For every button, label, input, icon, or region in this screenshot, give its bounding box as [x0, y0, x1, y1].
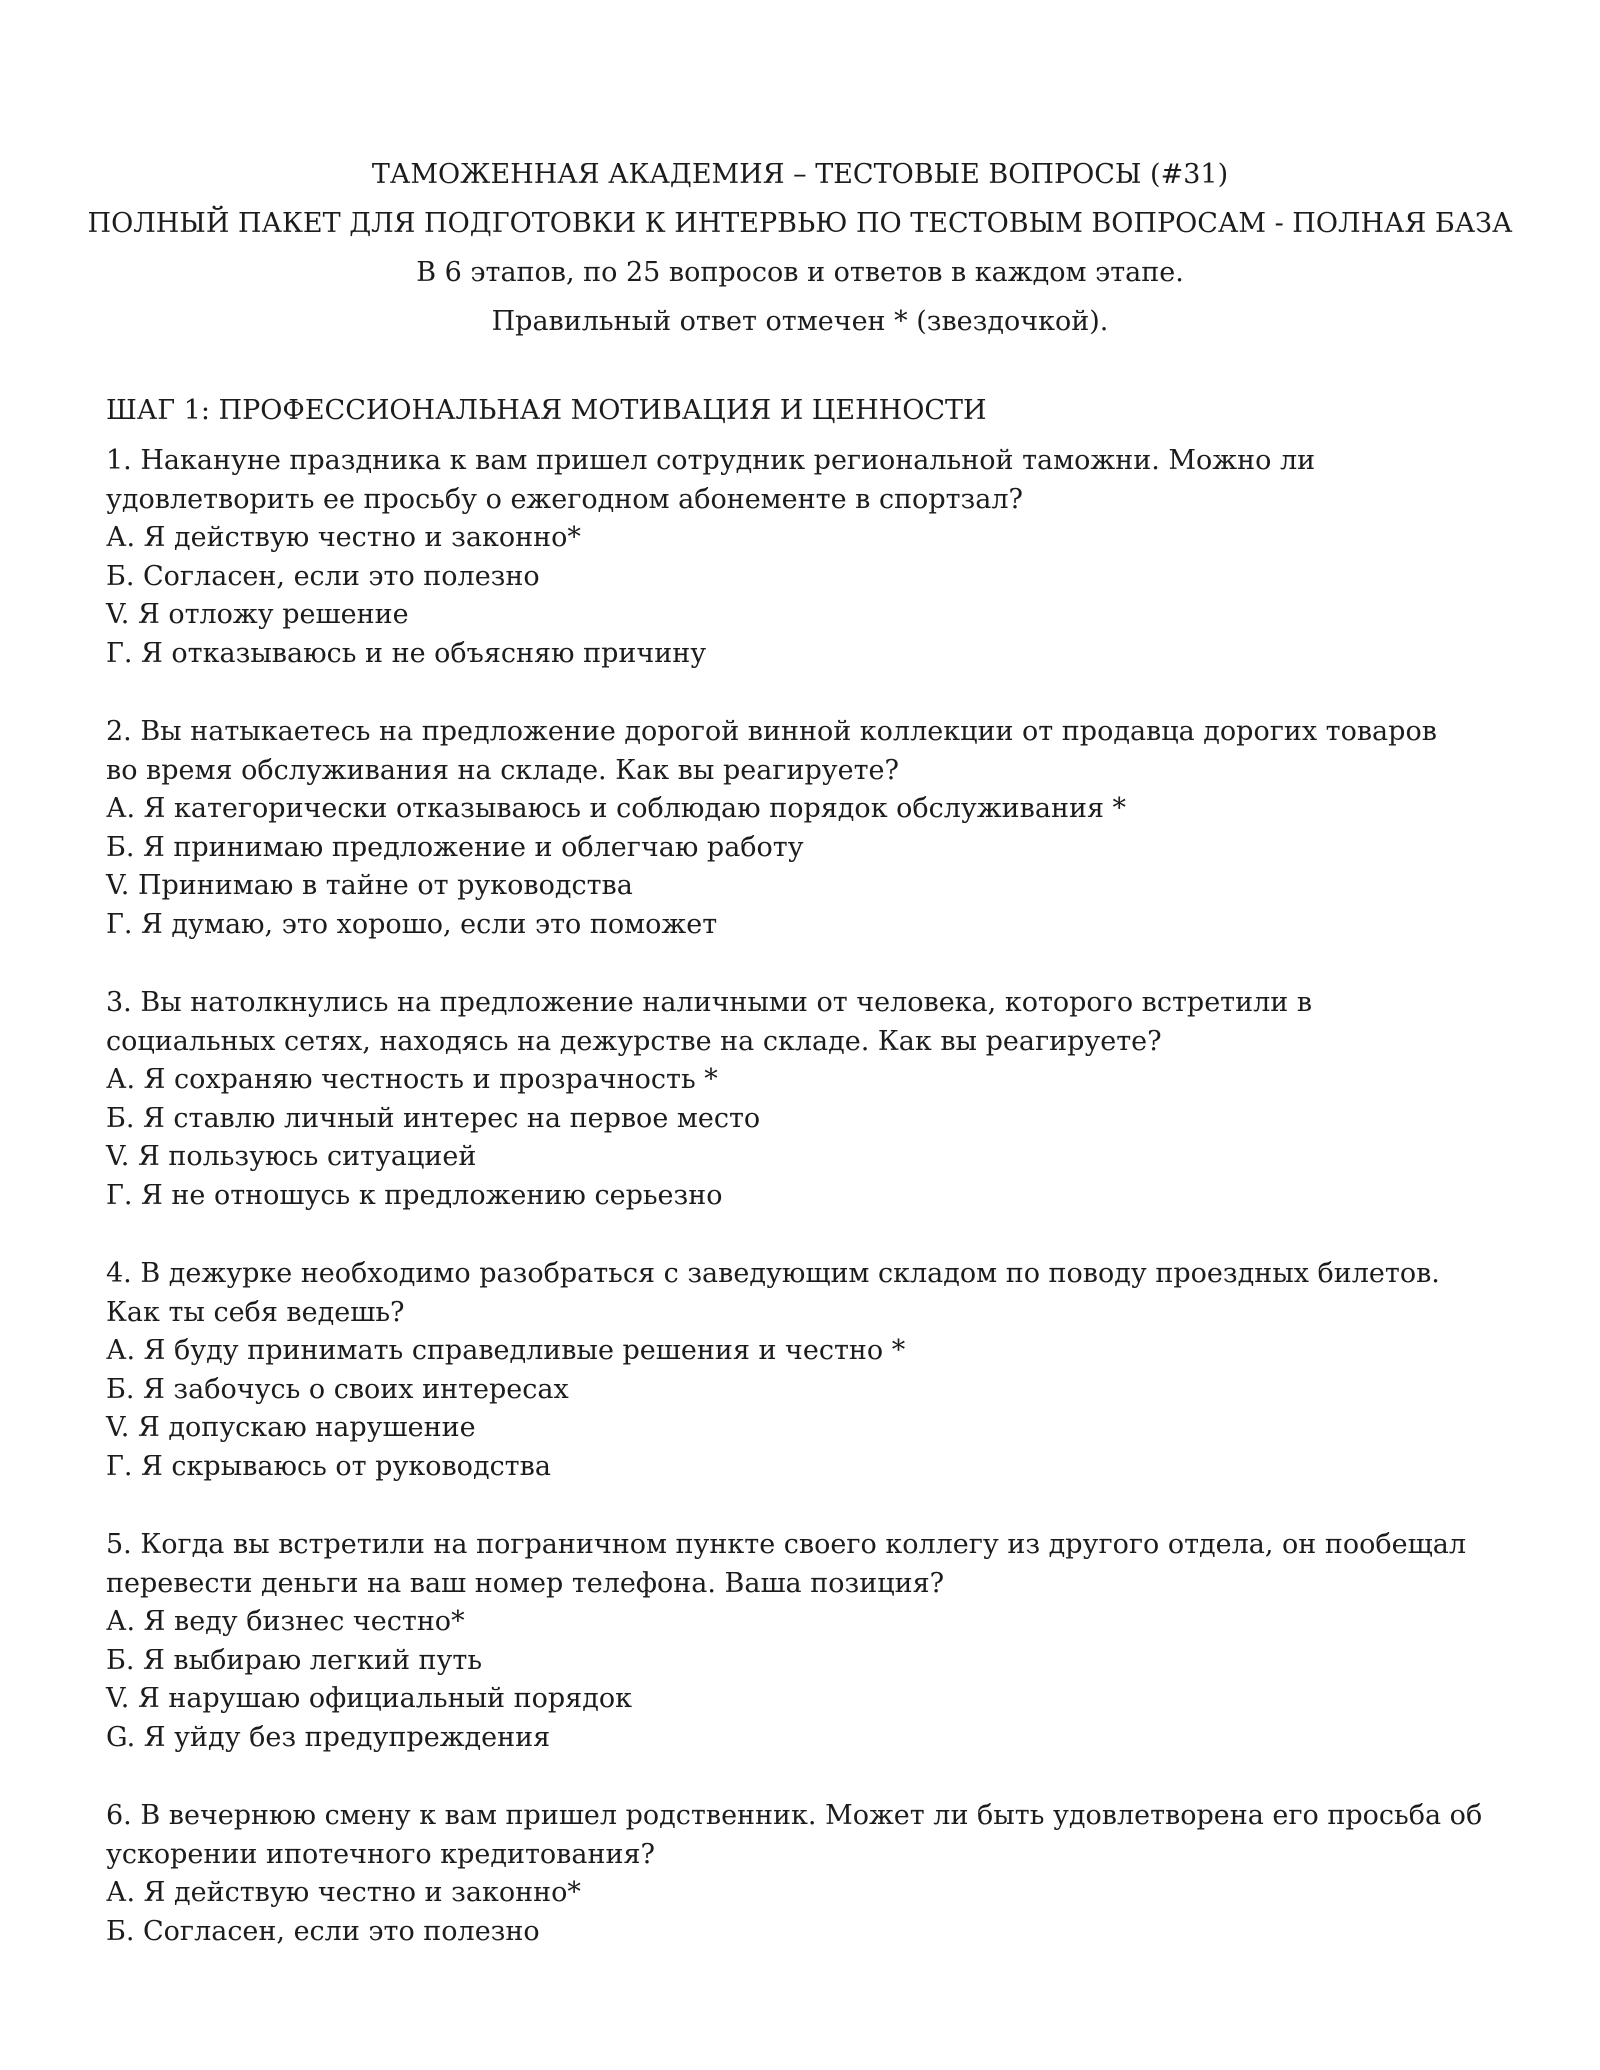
question-line: ускорении ипотечного кредитования? [106, 1838, 655, 1870]
answer-option: А. Я веду бизнес честно* [106, 1606, 465, 1637]
answer-option: Б. Я ставлю личный интерес на первое место [106, 1102, 761, 1134]
answer-option: Г. Я думаю, это хорошо, если это поможет [106, 908, 718, 940]
question-line: 5. Когда вы встретили на пограничном пункте своего коллегу из другого отдела, он пообещал [106, 1529, 1466, 1560]
answer-options [106, 1332, 1526, 1486]
step-heading: ШАГ 1: ПРОФЕССИОНАЛЬНАЯ МОТИВАЦИЯ И ЦЕННОСТИ [106, 395, 987, 426]
question-6 [106, 1797, 1526, 1951]
answer-option: V. Принимаю в тайне от руководства [106, 870, 633, 901]
answer-option: V. Я отложу решение [106, 599, 409, 630]
answer-option: G. Я уйду без предупреждения [106, 1721, 551, 1753]
question-text [106, 442, 1526, 519]
question-line: 6. В вечернюю смену к вам пришел родственник. Может ли быть удовлетворена его просьба об [106, 1800, 1483, 1831]
answer-option: А. Я действую честно и законно* [106, 522, 581, 553]
answer-option: Б. Я забочусь о своих интересах [106, 1373, 569, 1405]
header-note: В 6 этапов, по 25 вопросов и ответов в каждом этапе. [416, 257, 1184, 288]
question-4 [106, 1255, 1526, 1486]
answer-options [106, 1603, 1526, 1757]
answer-options [106, 1874, 1526, 1951]
answer-option: А. Я сохраняю честность и прозрачность * [106, 1064, 718, 1095]
question-line: Как ты себя ведешь? [106, 1296, 405, 1328]
question-line: 3. Вы натолкнулись на предложение наличными от человека, которого встретили в [106, 987, 1313, 1018]
question-line: 2. Вы натыкаетесь на предложение дорогой винной коллекции от продавца дорогих товаров [106, 716, 1437, 747]
question-line: 1. Накануне праздника к вам пришел сотрудник региональной таможни. Можно ли [106, 445, 1316, 476]
question-text [106, 984, 1526, 1061]
question-line: во время обслуживания на складе. Как вы реагируете? [106, 754, 899, 786]
answer-option: Б. Я принимаю предложение и облегчаю работу [106, 831, 804, 863]
answer-option: V. Я пользуюсь ситуацией [106, 1141, 477, 1172]
document-subtitle: ПОЛНЫЙ ПАКЕТ ДЛЯ ПОДГОТОВКИ К ИНТЕРВЬЮ ПО ТЕСТОВЫМ ВОПРОСАМ - ПОЛНАЯ БАЗА [87, 208, 1513, 239]
question-line: перевести деньги на ваш номер телефона. Ваша позиция? [106, 1567, 945, 1599]
question-5 [106, 1526, 1526, 1757]
answer-option: Г. Я скрываюсь от руководства [106, 1450, 551, 1482]
question-1 [106, 442, 1526, 673]
answer-option: V. Я нарушаю официальный порядок [106, 1683, 632, 1714]
document-body [106, 392, 1526, 1991]
question-3 [106, 984, 1526, 1215]
answer-option: А. Я буду принимать справедливые решения и честно * [106, 1335, 906, 1366]
document-title: ТАМОЖЕННАЯ АКАДЕМИЯ – ТЕСТОВЫЕ ВОПРОСЫ (#31) [371, 159, 1229, 190]
answer-options [106, 1061, 1526, 1215]
answer-option: А. Я категорически отказываюсь и соблюдаю порядок обслуживания * [106, 793, 1127, 824]
question-2 [106, 713, 1526, 944]
answer-option: V. Я допускаю нарушение [106, 1412, 476, 1443]
question-line: 4. В дежурке необходимо разобраться с заведующим складом по поводу проездных билетов. [106, 1258, 1440, 1289]
answer-options [106, 519, 1526, 673]
question-text [106, 1797, 1526, 1874]
question-line: удовлетворить ее просьбу о ежегодном абонементе в спортзал? [106, 483, 1023, 515]
question-line: социальных сетях, находясь на дежурстве на складе. Как вы реагируете? [106, 1025, 1162, 1057]
document-header [0, 150, 1600, 346]
answer-option: А. Я действую честно и законно* [106, 1877, 581, 1908]
answer-option: Г. Я не отношусь к предложению серьезно [106, 1179, 723, 1211]
question-text [106, 713, 1526, 790]
question-text [106, 1526, 1526, 1603]
answer-option: Б. Согласен, если это полезно [106, 1915, 540, 1947]
answer-option: Г. Я отказываюсь и не объясняю причину [106, 637, 707, 669]
answer-options [106, 790, 1526, 944]
question-text [106, 1255, 1526, 1332]
answer-option: Б. Я выбираю легкий путь [106, 1644, 483, 1676]
header-note: Правильный ответ отмечен * (звездочкой). [491, 306, 1109, 337]
answer-option: Б. Согласен, если это полезно [106, 560, 540, 592]
